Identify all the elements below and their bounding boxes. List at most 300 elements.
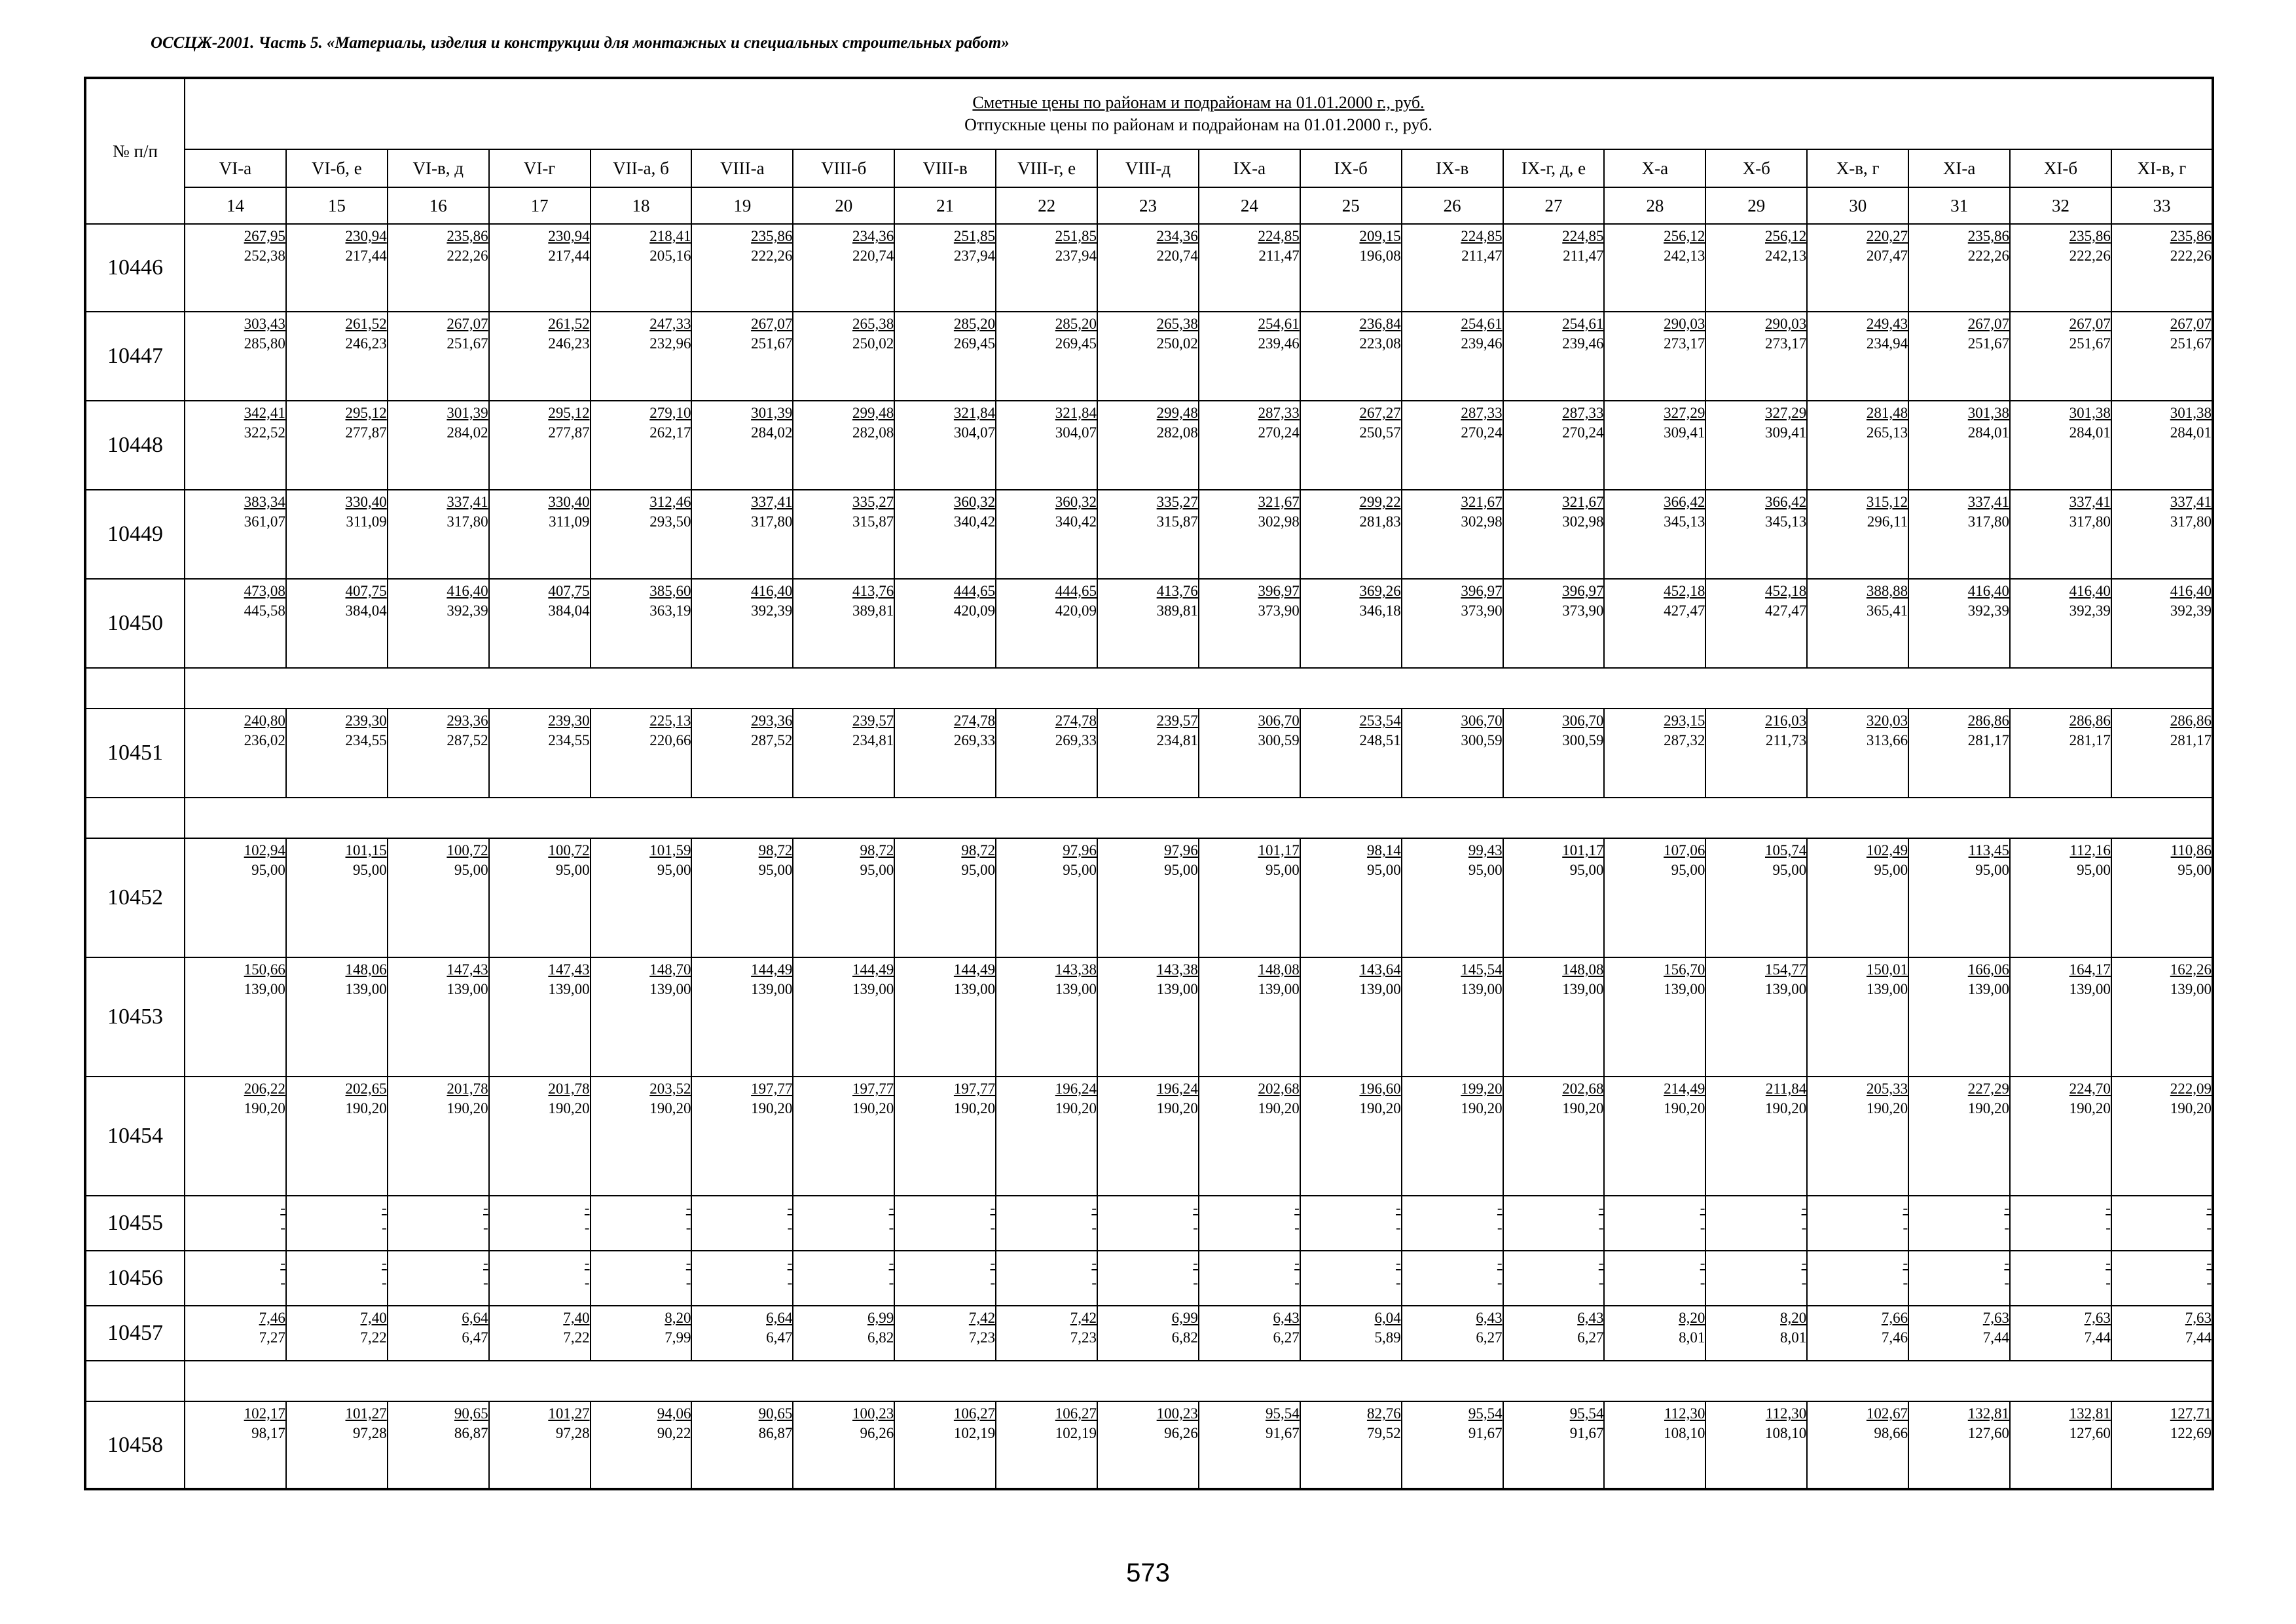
price-cell [185, 224, 286, 312]
price-cell [1199, 838, 1300, 957]
price-cell [286, 957, 388, 1077]
estimate-price: 203,52 [649, 1080, 691, 1097]
estimate-price: 290,03 [1664, 316, 1705, 332]
estimate-price: - [1294, 1255, 1300, 1271]
estimate-price: 6,99 [1171, 1310, 1198, 1326]
table-body [85, 224, 2213, 1489]
price-cell [996, 1306, 1097, 1361]
estimate-price: 102,67 [1866, 1405, 1908, 1422]
release-price: - [280, 1219, 285, 1236]
price-cell [388, 312, 489, 401]
price-cell [286, 1077, 388, 1196]
estimate-price: 337,41 [751, 494, 793, 510]
table-row [85, 1077, 2213, 1196]
estimate-price: 113,45 [1968, 842, 2010, 858]
price-cell [2010, 1077, 2111, 1196]
estimate-price: 267,07 [446, 316, 488, 332]
estimate-price: 199,20 [1461, 1080, 1503, 1097]
release-price: 5,89 [1374, 1329, 1401, 1346]
region-header: VIII-в [894, 149, 996, 187]
estimate-price: - [990, 1255, 996, 1271]
release-price: 190,20 [649, 1100, 691, 1116]
price-cell [1097, 1251, 1199, 1306]
estimate-price: 254,61 [1258, 316, 1300, 332]
estimate-price: 321,84 [1055, 405, 1097, 421]
region-header: VIII-б [793, 149, 894, 187]
estimate-price: 209,15 [1359, 228, 1401, 244]
price-cell [185, 1077, 286, 1196]
column-number: 19 [691, 187, 793, 224]
release-price: 190,20 [1866, 1100, 1908, 1116]
price-cell [591, 1306, 692, 1361]
release-price: 196,08 [1359, 248, 1401, 264]
release-price: - [1396, 1219, 1401, 1236]
release-price: 139,00 [1258, 981, 1300, 997]
release-price: 139,00 [2170, 981, 2212, 997]
release-price: 234,55 [345, 732, 387, 748]
estimate-price: 312,46 [649, 494, 691, 510]
estimate-price: 144,49 [852, 961, 894, 978]
estimate-price: 143,38 [1055, 961, 1097, 978]
release-price: 313,66 [1866, 732, 1908, 748]
release-price: 269,33 [953, 732, 996, 748]
price-cell [1402, 1401, 1503, 1489]
price-cell [1402, 224, 1503, 312]
price-cell [894, 1196, 996, 1251]
release-price: 220,74 [1156, 248, 1198, 264]
column-number: 21 [894, 187, 996, 224]
price-cell [1300, 1077, 1402, 1196]
price-cell [489, 1401, 591, 1489]
release-price: 234,94 [1866, 335, 1908, 352]
price-cell [286, 1251, 388, 1306]
price-cell [388, 401, 489, 490]
release-price: 6,27 [1476, 1329, 1503, 1346]
release-price: 427,47 [1765, 602, 1807, 619]
estimate-price: 416,40 [446, 583, 488, 599]
estimate-price: 100,72 [446, 842, 488, 858]
release-price: - [1903, 1274, 1908, 1291]
release-price: 345,13 [1765, 513, 1807, 530]
price-cell [489, 579, 591, 668]
release-price: 345,13 [1664, 513, 1705, 530]
release-price: 222,26 [446, 248, 488, 264]
estimate-price: 342,41 [244, 405, 285, 421]
estimate-price: 148,08 [1258, 961, 1300, 978]
estimate-price: 225,13 [649, 712, 691, 729]
estimate-price: 214,49 [1664, 1080, 1705, 1097]
price-cell [1503, 579, 1605, 668]
estimate-price: 97,96 [1164, 842, 1198, 858]
release-price: 251,67 [751, 335, 793, 352]
price-cell [2010, 709, 2111, 798]
release-price: 6,82 [867, 1329, 894, 1346]
estimate-price: - [382, 1255, 387, 1271]
release-price: 269,33 [1055, 732, 1097, 748]
release-price: 190,20 [751, 1100, 793, 1116]
estimate-price: 444,65 [1055, 583, 1097, 599]
region-header: X-б [1705, 149, 1807, 187]
release-price: 284,01 [1967, 424, 2010, 441]
price-cell [388, 1196, 489, 1251]
estimate-price: - [2206, 1255, 2212, 1271]
price-cell [286, 709, 388, 798]
price-cell [894, 1401, 996, 1489]
price-cell [1705, 709, 1807, 798]
release-price: 139,00 [1664, 981, 1705, 997]
release-price: 139,00 [1866, 981, 1908, 997]
price-cell [1402, 957, 1503, 1077]
release-price: 384,04 [548, 602, 590, 619]
price-cell [1199, 1077, 1300, 1196]
estimate-price: - [1700, 1255, 1705, 1271]
region-header-row [85, 149, 2213, 187]
column-number: 18 [591, 187, 692, 224]
estimate-price: - [2206, 1200, 2212, 1216]
release-price: 234,81 [852, 732, 894, 748]
price-cell [2111, 401, 2213, 490]
estimate-price: 7,63 [2185, 1310, 2212, 1326]
release-price: 95,00 [1569, 862, 1604, 878]
estimate-price: 7,63 [2084, 1310, 2111, 1326]
release-price: 302,98 [1562, 513, 1604, 530]
price-cell [894, 224, 996, 312]
column-number: 14 [185, 187, 286, 224]
price-cell [388, 1077, 489, 1196]
estimate-price: 287,33 [1258, 405, 1300, 421]
estimate-price: 286,86 [2170, 712, 2212, 729]
spacer-cell [85, 1361, 185, 1401]
release-price: 346,18 [1359, 602, 1401, 619]
price-cell [793, 579, 894, 668]
estimate-price: 444,65 [953, 583, 996, 599]
estimate-price: 285,20 [953, 316, 996, 332]
price-cell [2111, 1401, 2213, 1489]
estimate-price: 216,03 [1765, 712, 1807, 729]
price-cell [286, 1196, 388, 1251]
price-cell [996, 1196, 1097, 1251]
estimate-price: 148,08 [1562, 961, 1604, 978]
column-number: 25 [1300, 187, 1402, 224]
release-price: 300,59 [1461, 732, 1503, 748]
price-cell [591, 1401, 692, 1489]
estimate-price: 413,76 [852, 583, 894, 599]
price-cell [1908, 1401, 2010, 1489]
release-price: 250,02 [852, 335, 894, 352]
price-cell [2111, 1196, 2213, 1251]
estimate-price: 301,38 [2170, 405, 2212, 421]
release-price: 222,26 [751, 248, 793, 264]
release-price: - [2105, 1274, 2111, 1291]
estimate-price: 267,07 [2069, 316, 2111, 332]
estimate-price: 112,30 [1664, 1405, 1705, 1422]
price-cell [1604, 1077, 1705, 1196]
spacer-row [85, 668, 2213, 709]
price-cell [1807, 490, 1908, 579]
estimate-price: 132,81 [1967, 1405, 2010, 1422]
estimate-price: 112,16 [2069, 842, 2111, 858]
estimate-price: 166,06 [1967, 961, 2010, 978]
estimate-price: - [280, 1255, 285, 1271]
release-price: 232,96 [649, 335, 691, 352]
estimate-price: 202,68 [1562, 1080, 1604, 1097]
release-price: 139,00 [1562, 981, 1604, 997]
release-price: 285,80 [244, 335, 285, 352]
price-cell [1300, 490, 1402, 579]
estimate-price: 147,43 [446, 961, 488, 978]
release-price: 190,20 [1258, 1100, 1300, 1116]
estimate-price: 253,54 [1359, 712, 1401, 729]
estimate-price: 101,17 [1562, 842, 1604, 858]
release-price: 262,17 [649, 424, 691, 441]
spacer-cell [85, 668, 185, 709]
price-cell [691, 224, 793, 312]
estimate-price: 235,86 [2069, 228, 2111, 244]
price-cell [1300, 1196, 1402, 1251]
estimate-price: 196,24 [1055, 1080, 1097, 1097]
table-row [85, 1306, 2213, 1361]
estimate-price: 100,23 [1156, 1405, 1198, 1422]
release-price: - [1598, 1219, 1604, 1236]
release-price: 207,47 [1866, 248, 1908, 264]
estimate-price: 320,03 [1866, 712, 1908, 729]
estimate-price: 335,27 [1156, 494, 1198, 510]
release-price: 139,00 [953, 981, 996, 997]
spacer-cell [185, 668, 2213, 709]
estimate-price: 385,60 [649, 583, 691, 599]
release-price: 95,00 [454, 862, 488, 878]
release-price: 6,82 [1171, 1329, 1198, 1346]
price-cell [1199, 1196, 1300, 1251]
estimate-price: 156,70 [1664, 961, 1705, 978]
price-cell [996, 224, 1097, 312]
estimate-price: - [1903, 1200, 1908, 1216]
price-cell [1097, 224, 1199, 312]
estimate-price: 261,52 [345, 316, 387, 332]
release-price: 139,00 [345, 981, 387, 997]
release-price: 190,20 [1461, 1100, 1503, 1116]
estimate-price: 7,40 [360, 1310, 387, 1326]
column-number: 31 [1908, 187, 2010, 224]
price-cell [1300, 957, 1402, 1077]
row-id: 10450 [85, 579, 185, 668]
release-price: 95,00 [555, 862, 590, 878]
estimate-price: 196,60 [1359, 1080, 1401, 1097]
region-header: VIII-а [691, 149, 793, 187]
estimate-price: 144,49 [751, 961, 793, 978]
estimate-price: 82,76 [1366, 1405, 1401, 1422]
price-cell [691, 1306, 793, 1361]
region-header: VI-г [489, 149, 591, 187]
region-header: VII-а, б [591, 149, 692, 187]
price-cell [1199, 579, 1300, 668]
estimate-price: 101,59 [649, 842, 691, 858]
release-price: 236,02 [244, 732, 285, 748]
estimate-price: 102,49 [1866, 842, 1908, 858]
estimate-price: 337,41 [2069, 494, 2111, 510]
estimate-price: 366,42 [1765, 494, 1807, 510]
estimate-price: 98,72 [758, 842, 793, 858]
price-cell [691, 1196, 793, 1251]
estimate-price: - [1497, 1200, 1503, 1216]
price-cell [1097, 1077, 1199, 1196]
estimate-price: - [1598, 1255, 1604, 1271]
price-cell [793, 1401, 894, 1489]
release-price: - [1903, 1219, 1908, 1236]
estimate-price: 143,38 [1156, 961, 1198, 978]
estimate-price: 234,36 [1156, 228, 1198, 244]
estimate-price: 267,07 [2170, 316, 2212, 332]
release-price: 6,27 [1577, 1329, 1604, 1346]
release-price: 7,44 [2084, 1329, 2111, 1346]
price-cell [388, 490, 489, 579]
release-price: 139,00 [2069, 981, 2111, 997]
price-cell [1503, 1196, 1605, 1251]
price-cell [1300, 1401, 1402, 1489]
estimate-price: 234,36 [852, 228, 894, 244]
price-cell [1705, 224, 1807, 312]
release-price: 95,00 [860, 862, 894, 878]
column-number: 27 [1503, 187, 1605, 224]
price-cell [2010, 1401, 2111, 1489]
estimate-price: - [1598, 1200, 1604, 1216]
price-cell [1807, 838, 1908, 957]
estimate-price: 8,20 [1679, 1310, 1705, 1326]
release-price: 309,41 [1664, 424, 1705, 441]
release-price: 95,00 [961, 862, 996, 878]
estimate-price: 197,77 [751, 1080, 793, 1097]
price-cell [1097, 838, 1199, 957]
estimate-price: 274,78 [1055, 712, 1097, 729]
price-cell [1604, 709, 1705, 798]
price-cell [996, 312, 1097, 401]
region-header: VI-б, е [286, 149, 388, 187]
price-cell [1807, 1306, 1908, 1361]
estimate-price: 407,75 [548, 583, 590, 599]
price-cell [185, 838, 286, 957]
price-cell [1807, 1196, 1908, 1251]
price-cell [691, 312, 793, 401]
price-cell [1097, 1196, 1199, 1251]
release-price: 246,23 [345, 335, 387, 352]
release-price: - [2206, 1274, 2212, 1291]
estimate-price: 360,32 [953, 494, 996, 510]
estimate-price: 321,67 [1258, 494, 1300, 510]
estimate-price: 154,77 [1765, 961, 1807, 978]
price-cell [793, 1251, 894, 1306]
estimate-price: 416,40 [1967, 583, 2010, 599]
release-price: 95,00 [251, 862, 285, 878]
estimate-price: 7,63 [1982, 1310, 2010, 1326]
release-price: 91,67 [1569, 1425, 1604, 1441]
region-header: XI-б [2010, 149, 2111, 187]
estimate-price: 285,20 [1055, 316, 1097, 332]
price-cell [286, 224, 388, 312]
price-cell [1402, 1077, 1503, 1196]
release-price: 211,47 [1258, 248, 1300, 264]
release-price: 392,39 [751, 602, 793, 619]
release-price: 190,20 [1156, 1100, 1198, 1116]
estimate-price: 452,18 [1765, 583, 1807, 599]
estimate-price: - [1091, 1200, 1097, 1216]
release-price: 340,42 [953, 513, 996, 530]
price-cell [591, 1196, 692, 1251]
release-price: 95,00 [1164, 862, 1198, 878]
price-cell [2010, 579, 2111, 668]
release-price: 7,22 [563, 1329, 590, 1346]
release-price: 392,39 [2069, 602, 2111, 619]
price-cell [2111, 490, 2213, 579]
estimate-price: 150,66 [244, 961, 285, 978]
estimate-price: 100,72 [548, 842, 590, 858]
release-price: 373,90 [1461, 602, 1503, 619]
release-price: 373,90 [1562, 602, 1604, 619]
price-cell [2010, 312, 2111, 401]
release-price: 6,27 [1273, 1329, 1300, 1346]
estimate-price: 98,72 [860, 842, 894, 858]
estimate-price: 95,54 [1468, 1405, 1503, 1422]
price-cell [1503, 1077, 1605, 1196]
estimate-price: 301,39 [751, 405, 793, 421]
column-number: 29 [1705, 187, 1807, 224]
price-cell [2010, 957, 2111, 1077]
release-price: 300,59 [1258, 732, 1300, 748]
estimate-price: 306,70 [1562, 712, 1604, 729]
release-price: 139,00 [1461, 981, 1503, 997]
estimate-price: 279,10 [649, 405, 691, 421]
price-cell [591, 1251, 692, 1306]
price-cell [1604, 957, 1705, 1077]
release-price: - [888, 1219, 894, 1236]
estimate-price: 102,17 [244, 1405, 285, 1422]
price-cell [793, 957, 894, 1077]
estimate-price: 95,54 [1266, 1405, 1300, 1422]
price-cell [286, 312, 388, 401]
price-cell [185, 401, 286, 490]
price-cell [2010, 490, 2111, 579]
release-price: 211,47 [1461, 248, 1503, 264]
estimate-price: 148,06 [345, 961, 387, 978]
release-price: - [685, 1219, 691, 1236]
table-row [85, 224, 2213, 312]
price-cell [1908, 957, 2010, 1077]
price-cell [1199, 401, 1300, 490]
release-price: 95,00 [1266, 862, 1300, 878]
estimate-price: 274,78 [953, 712, 996, 729]
estimate-price: 301,39 [446, 405, 488, 421]
price-cell [1300, 709, 1402, 798]
estimate-price: 303,43 [244, 316, 285, 332]
estimate-price: 251,85 [1055, 228, 1097, 244]
price-cell [489, 957, 591, 1077]
price-cell [2111, 1251, 2213, 1306]
estimate-price: 7,40 [563, 1310, 590, 1326]
release-price: 220,74 [852, 248, 894, 264]
price-cell [388, 1306, 489, 1361]
release-price: 315,87 [1156, 513, 1198, 530]
price-cell [996, 838, 1097, 957]
estimate-price: - [2105, 1255, 2111, 1271]
estimate-price: 106,27 [1055, 1405, 1097, 1422]
release-price: 6,47 [462, 1329, 488, 1346]
estimate-price: 315,12 [1866, 494, 1908, 510]
release-price: - [584, 1219, 590, 1236]
price-cell [1705, 1196, 1807, 1251]
region-header: IX-г, д, е [1503, 149, 1605, 187]
price-cell [489, 490, 591, 579]
price-cell [185, 1401, 286, 1489]
estimate-price: 281,48 [1866, 405, 1908, 421]
